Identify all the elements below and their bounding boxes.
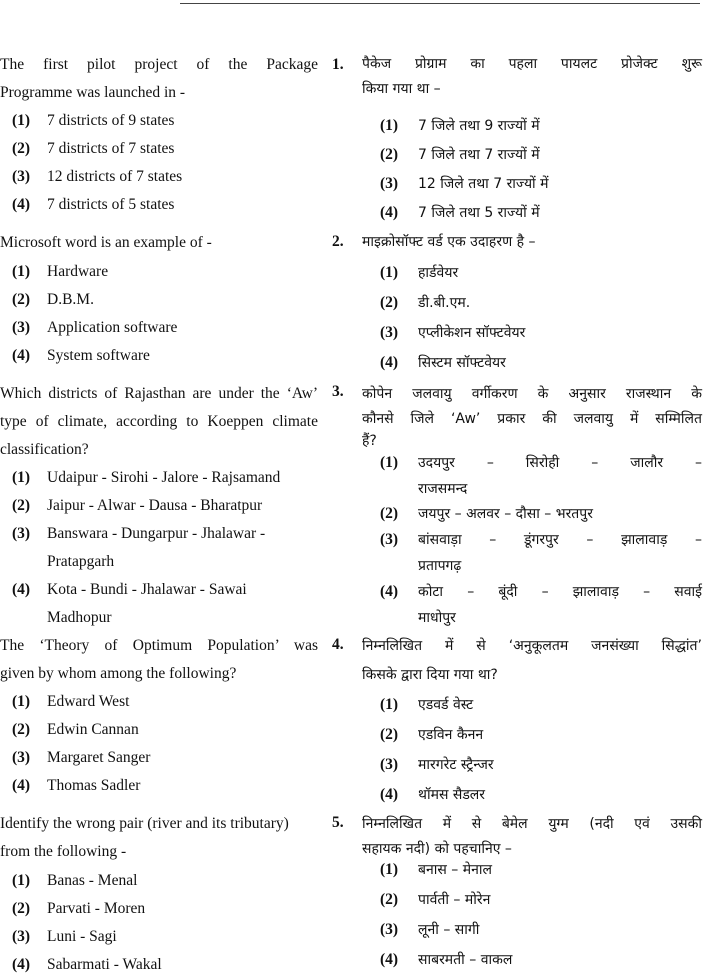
question-3-hi xyxy=(362,382,702,450)
question-number: 3. xyxy=(332,383,344,400)
question-text: given by whom among the following? xyxy=(0,665,237,682)
question-1-hi xyxy=(362,52,702,102)
question-text: Microsoft word is an example of - xyxy=(0,234,212,251)
question-text: निम्नलिखित में से बेमेल युग्म (नदी एवं उसकी xyxy=(362,816,702,832)
header-rule xyxy=(180,3,700,4)
question-text: किसके द्वारा दिया गया था? xyxy=(362,667,498,683)
question-number: 1. xyxy=(332,56,344,73)
question-text: The ‘Theory of Optimum Population’ was xyxy=(0,637,318,654)
question-number: 2. xyxy=(332,233,344,250)
question-text: पैकेज प्रोग्राम का पहला पायलट प्रोजेक्ट शुरू xyxy=(362,56,702,72)
question-text: classification? xyxy=(0,441,89,458)
question-5-en xyxy=(0,810,318,866)
question-3-en xyxy=(0,380,318,464)
question-text: माइक्रोसॉफ्ट वर्ड एक उदाहरण है – xyxy=(362,234,536,250)
question-number: 4. xyxy=(332,636,344,653)
question-text: हैं? xyxy=(362,433,377,449)
question-2-hi xyxy=(362,230,702,255)
question-text: Which districts of Rajasthan are under the ‘Aw’ xyxy=(0,385,318,402)
question-text: Identify the wrong pair (river and its tributary) xyxy=(0,815,289,832)
question-4-hi xyxy=(362,634,702,688)
question-4-en xyxy=(0,632,318,688)
question-text: The first pilot project of the Package xyxy=(0,56,318,73)
question-5-hi xyxy=(362,812,702,862)
question-text: from the following - xyxy=(0,843,127,860)
question-text: कौनसे जिले ‘Aw’ प्रकार की जलवायु में सम्मिलित xyxy=(362,411,702,427)
question-text: सहायक नदी) को पहचानिए – xyxy=(362,841,512,857)
question-text: किया गया था – xyxy=(362,81,441,97)
question-text: निम्नलिखित में से ‘अनुकूलतम जनसंख्या सिद्धांत’ xyxy=(362,638,702,654)
question-text: type of climate, according to Koeppen climate xyxy=(0,413,318,430)
question-2-en xyxy=(0,229,318,257)
question-text: कोपेन जलवायु वर्गीकरण के अनुसार राजस्थान के xyxy=(362,386,702,402)
question-text: Programme was launched in - xyxy=(0,84,186,101)
question-number: 5. xyxy=(332,814,344,831)
question-1-en xyxy=(0,51,318,107)
